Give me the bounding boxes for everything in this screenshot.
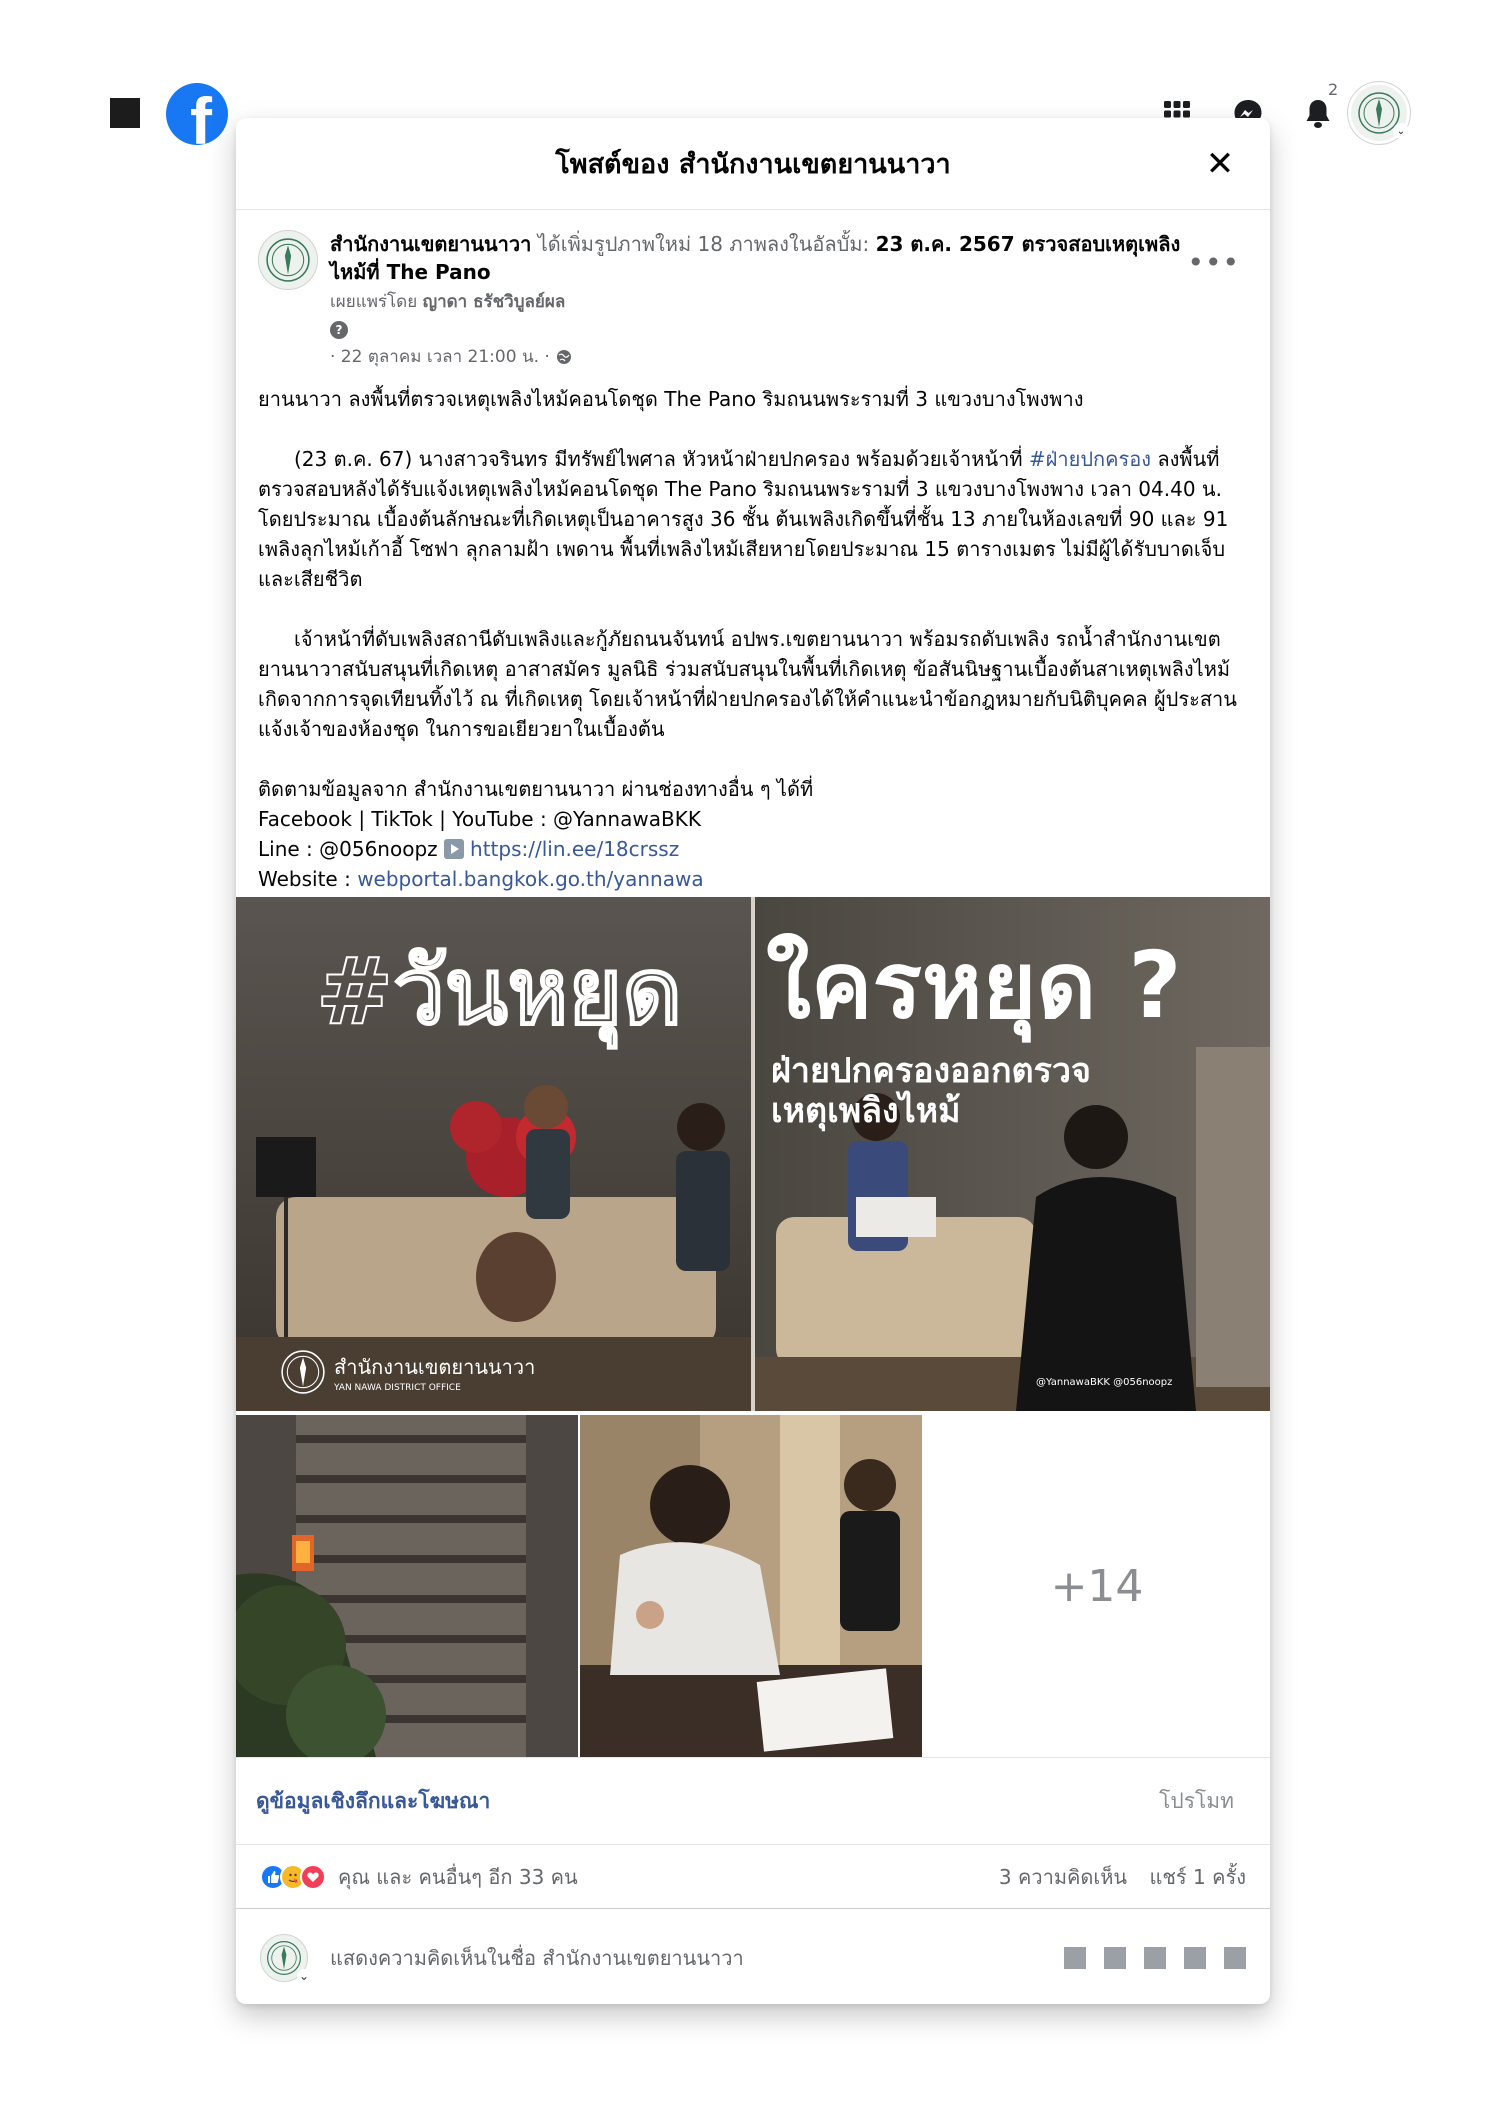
- share-count[interactable]: แชร์ 1 ครั้ง: [1149, 1864, 1246, 1889]
- district-seal-icon: [266, 1940, 302, 1976]
- insights-link[interactable]: ดูข้อมูลเชิงลึกและโฆษณา: [256, 1788, 491, 1813]
- album-link[interactable]: 23 ต.ค. 2567 ตรวจสอบเหตุเพลิงไหม้ที่ The Pano: [330, 232, 1181, 284]
- comment-input[interactable]: แสดงความคิดเห็นในชื่อ สำนักงานเขตยานนาวา: [330, 1945, 744, 1970]
- published-by-name[interactable]: ญาดา ธรัชวิบูลย์ผล: [422, 292, 566, 312]
- avatar-sticker-icon[interactable]: [1064, 1947, 1086, 1969]
- facebook-logo-icon[interactable]: f: [166, 83, 228, 145]
- page-avatar[interactable]: [258, 230, 318, 290]
- post-modal: [236, 118, 1270, 2004]
- notification-count: 2: [1328, 80, 1339, 99]
- gif-icon[interactable]: [1184, 1947, 1206, 1969]
- close-icon[interactable]: ✕: [1205, 144, 1235, 184]
- comment-bar: [236, 1911, 1270, 2004]
- post-paragraph-3: เจ้าหน้าที่ดับเพลิงสถานีดับเพลิงและกู้ภัยถนนจันทน์ อปพร.เขตยานนาวา พร้อมรถดับเพลิง รถน้ำสำนักงานเขตยานนาวาสนับสนุนที่เกิดเหตุ อาสาสมัคร มูลนิธิ ร่วมสนับสนุนในพื้นที่เกิดเหตุ ข้อสันนิษฐานเบื้องต้นสาเหตุเพลิงไหม้เกิดจากการจุดเทียนทิ้งไว้ ณ ที่เกิดเหตุ โดยเจ้าหน้าที่ฝ่ายปกครองได้ให้คำแนะนำข้อกฎหมายกับนิติบุคคล ผู้ประสานแจ้งเจ้าของห้องชุด ในการขอเยียวยาในเบื้องต้น: [258, 627, 1237, 741]
- published-by-label: เผยแพร่โดย: [330, 292, 418, 312]
- post-body: [236, 370, 1270, 894]
- globe-icon: [556, 349, 572, 365]
- photo-meeting-image: [580, 1415, 922, 1757]
- photo-thumb-2[interactable]: [580, 1415, 922, 1757]
- chevron-down-icon: ⌄: [298, 1968, 310, 1983]
- reaction-summary[interactable]: คุณ และ คนอื่นๆ อีก 33 คน: [338, 1864, 578, 1889]
- district-seal-icon: [280, 1349, 326, 1395]
- district-seal-icon: [265, 237, 311, 283]
- modal-header: [236, 118, 1270, 210]
- chevron-down-icon: ⌄: [1393, 123, 1409, 139]
- photo-main[interactable]: [236, 897, 1270, 1411]
- modal-title: โพสต์ของ สำนักงานเขตยานนาวา: [555, 149, 951, 180]
- subhead-1: ฝ่ายปกครองออกตรวจ: [771, 1051, 1091, 1091]
- timestamp-text[interactable]: · 22 ตุลาคม เวลา 21:00 น. ·: [330, 347, 550, 367]
- hashtag-link[interactable]: #ฝ่ายปกครอง: [1028, 447, 1152, 471]
- sticker-icon[interactable]: [1224, 1947, 1246, 1969]
- menu-square-icon[interactable]: [110, 98, 140, 128]
- help-icon[interactable]: ?: [330, 321, 348, 339]
- emoji-icon[interactable]: [1104, 1947, 1126, 1969]
- website-line: Website : webportal.bangkok.go.th/yannawa: [258, 867, 704, 891]
- account-avatar[interactable]: [1348, 82, 1410, 144]
- headline-bold: ใครหยุด ?: [766, 932, 1182, 1039]
- post-paragraph-2: (23 ต.ค. 67) นางสาวจรินทร มีทรัพย์ไพศาล หัวหน้าฝ่ายปกครอง พร้อมด้วยเจ้าหน้าที่ #ฝ่ายปกครอง ลงพื้นที่ตรวจสอบหลังได้รับแจ้งเหตุเพลิงไหม้คอนโดชุด The Pano ริมถนนพระรามที่ 3 แขวงบางโพงพาง เวลา 04.40 น. โดยประมาณ เบื้องต้นลักษณะที่เกิดเหตุเป็นอาคารสูง 36 ชั้น ต้นเพลิงเกิดขึ้นที่ชั้น 13 ภายในห้องเลขที่ 90 และ 91 เพลิงลุกไหม้เก้าอี้ โซฟา ลุกลามฝ้า เพดาน พื้นที่เพลิงไหม้เสียหายโดยประมาณ 15 ตารางเมตร ไม่มีผู้ได้รับบาดเจ็บและเสียชีวิต: [258, 447, 1229, 591]
- comment-tools: [1064, 1947, 1246, 1969]
- channels-line: Facebook | TikTok | YouTube : @YannawaBKK: [258, 807, 701, 831]
- play-icon: [444, 839, 464, 859]
- follow-line: ติดตามข้อมูลจาก สำนักงานเขตยานนาวา ผ่านช่องทางอื่น ๆ ได้ที่: [258, 777, 814, 801]
- subhead-2: เหตุเพลิงไหม้: [771, 1091, 961, 1131]
- photo-thumb-1[interactable]: [236, 1415, 578, 1757]
- page-name-link[interactable]: สำนักงานเขตยานนาวา: [330, 232, 532, 256]
- photo-building-image: [236, 1415, 578, 1757]
- commenter-avatar[interactable]: [260, 1934, 308, 1982]
- headline-outline: #วันหยุด: [316, 938, 682, 1045]
- post-action-text: ได้เพิ่มรูปภาพใหม่ 18 ภาพลงในอัลบั้ม:: [537, 232, 870, 256]
- post-header: [236, 210, 1270, 370]
- website-link[interactable]: webportal.bangkok.go.th/yannawa: [357, 867, 704, 891]
- photo-org-en: YAN NAWA DISTRICT OFFICE: [334, 1383, 461, 1393]
- photo-org-th: สำนักงานเขตยานนาวา: [334, 1355, 536, 1379]
- promote-button[interactable]: โปรโมท: [1159, 1788, 1234, 1813]
- insights-bar: [236, 1757, 1270, 1845]
- photo-row: [236, 1415, 1270, 1757]
- post-timestamp: [330, 343, 1210, 370]
- more-options-icon[interactable]: •••: [1187, 246, 1240, 279]
- camera-icon[interactable]: [1144, 1947, 1166, 1969]
- reactions-bar: [236, 1845, 1270, 1909]
- comment-count[interactable]: 3 ความคิดเห็น: [998, 1864, 1128, 1889]
- more-photos-count[interactable]: +14: [924, 1415, 1270, 1757]
- photo-social: @YannawaBKK @056noopz: [1036, 1377, 1173, 1388]
- love-reaction-icon: [300, 1864, 326, 1890]
- published-by: [330, 288, 1210, 315]
- post-line-1: ยานนาวา ลงพื้นที่ตรวจเหตุเพลิงไหม้คอนโดชุด The Pano ริมถนนพระรามที่ 3 แขวงบางโพงพาง: [258, 387, 1084, 411]
- line-contact: Line : @056noopz https://lin.ee/18crssz: [258, 837, 680, 861]
- line-url-link[interactable]: https://lin.ee/18crssz: [470, 837, 680, 861]
